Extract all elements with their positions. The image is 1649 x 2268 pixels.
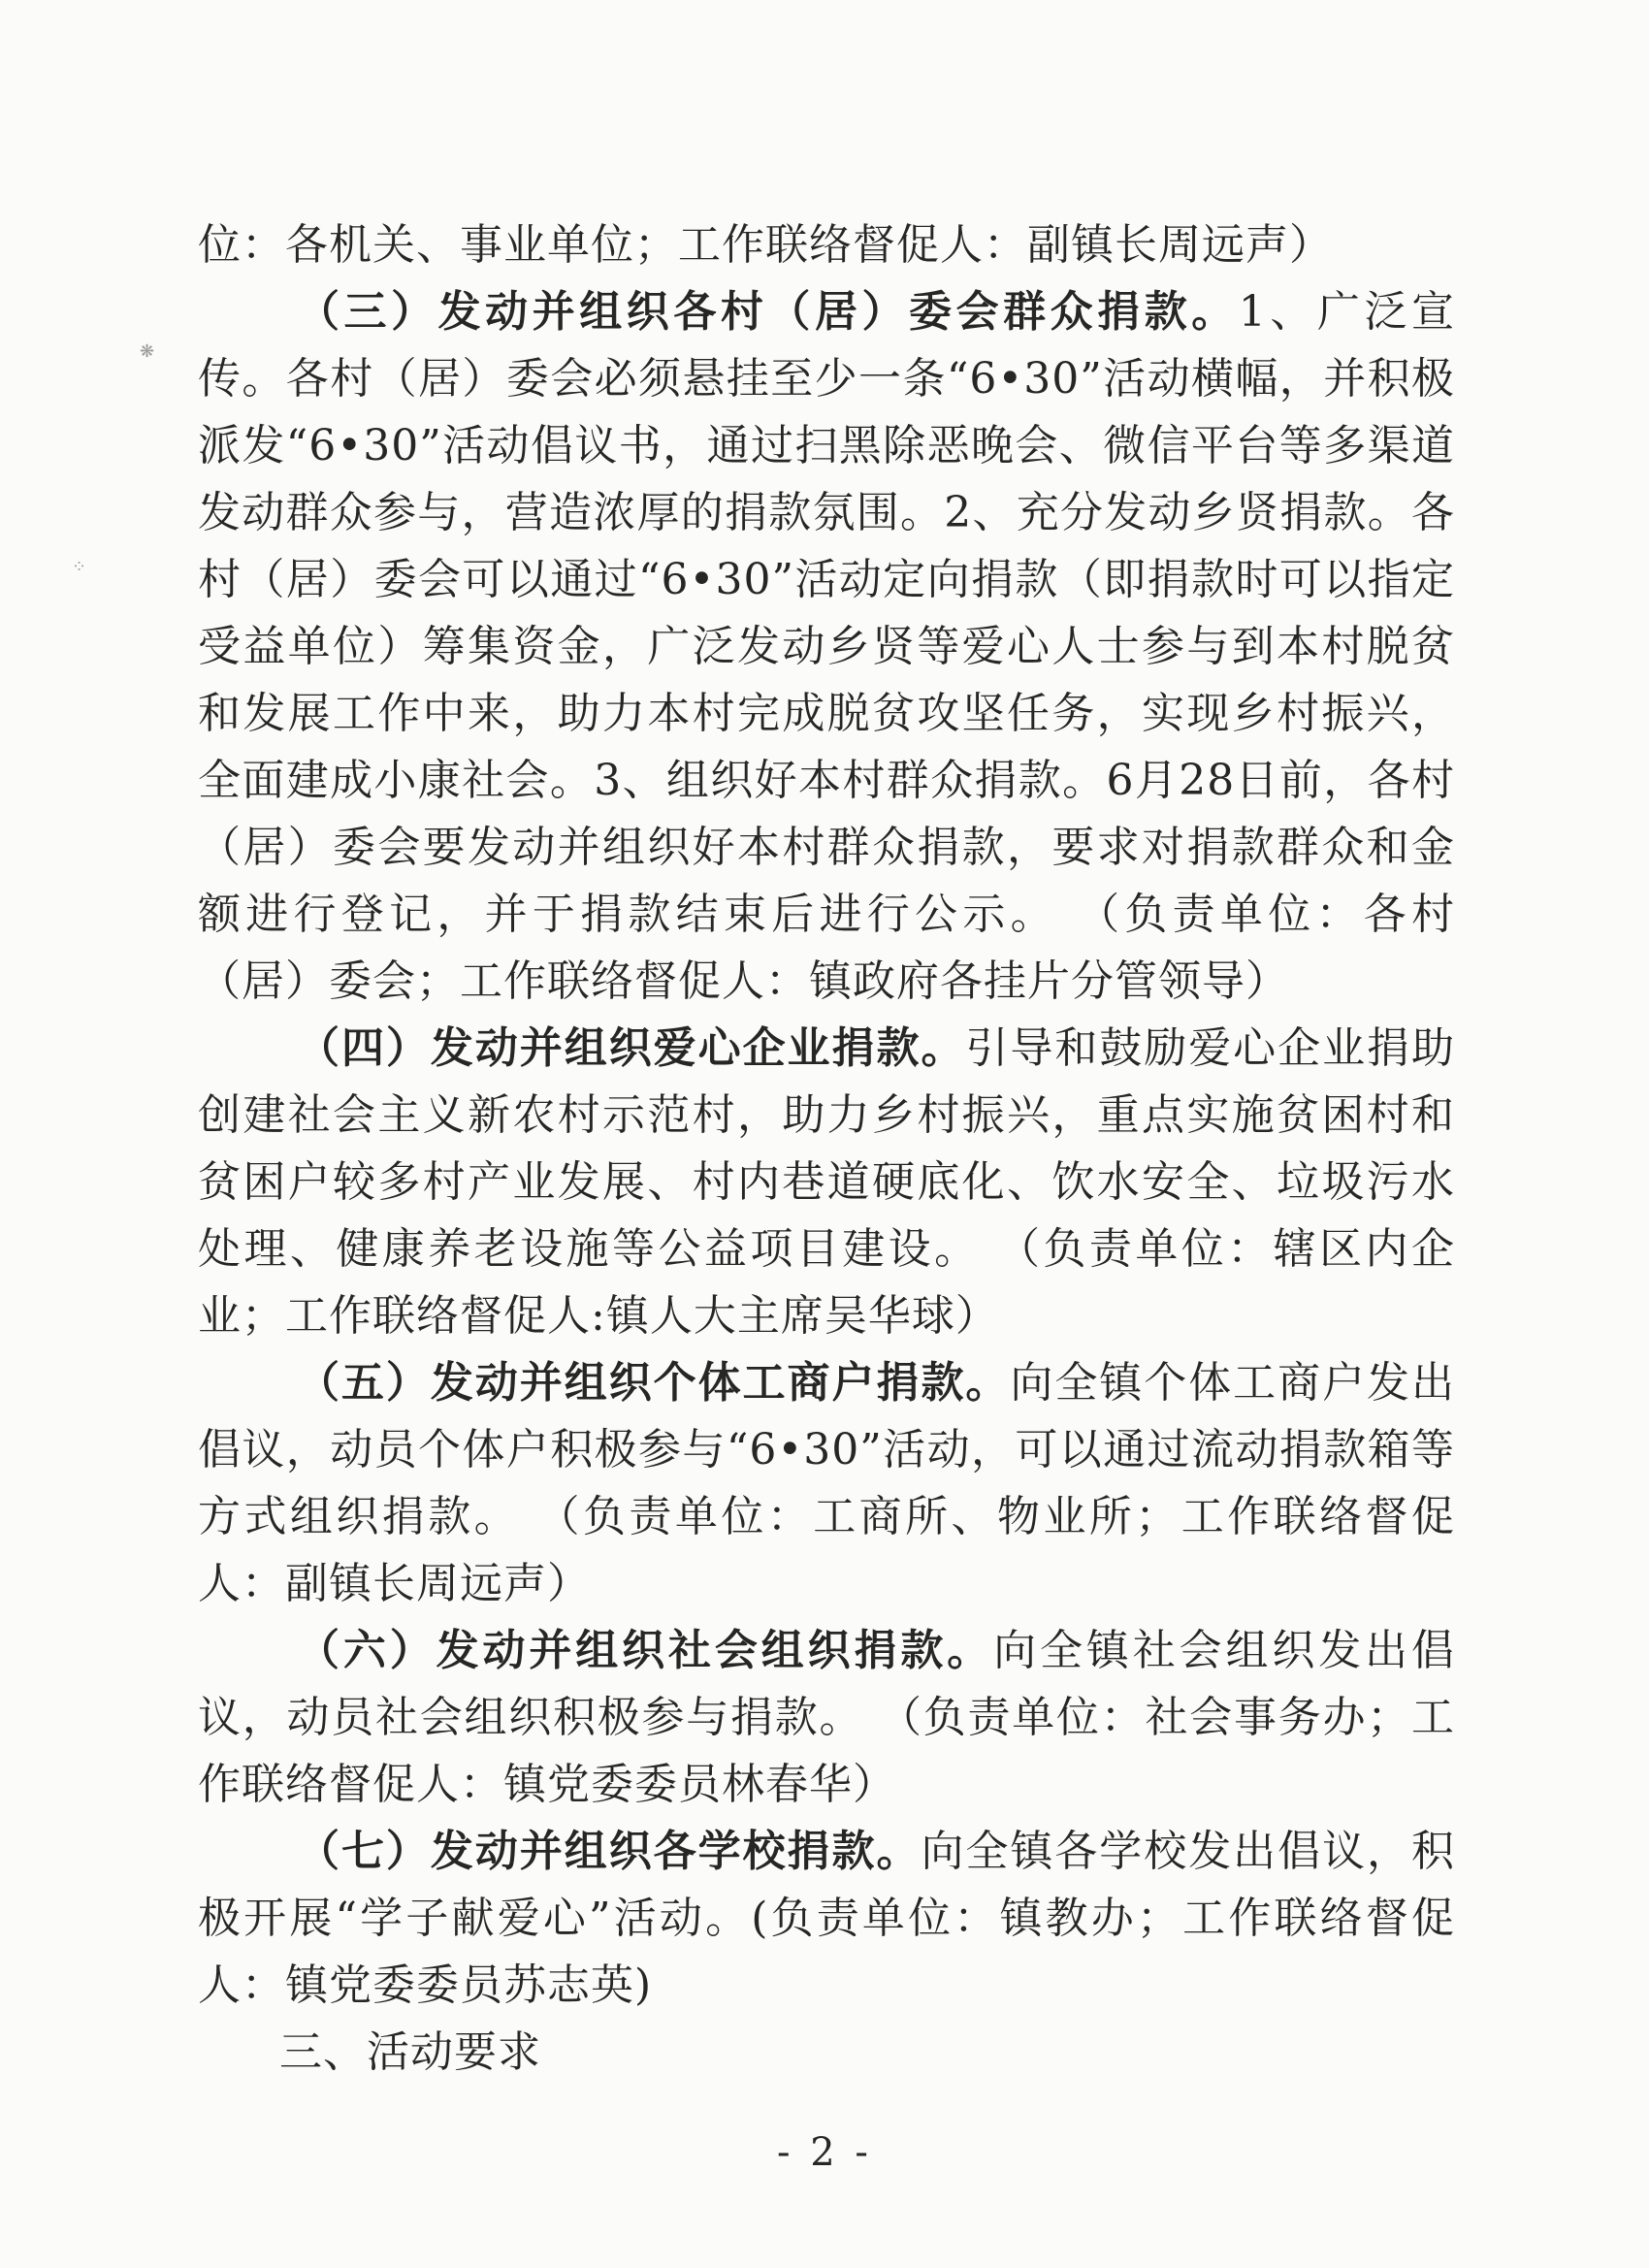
section-heading: 三、活动要求: [279, 2027, 541, 2077]
item-heading: （四）发动并组织爱心企业捐款。: [297, 1023, 966, 1073]
scan-speck: ⁘: [72, 557, 87, 577]
item-heading: （六）发动并组织社会组织捐款。: [297, 1626, 994, 1675]
paragraph-item-5: [198, 1349, 1455, 1617]
page-number: - 2 -: [777, 2130, 872, 2175]
paragraph-item-4: [198, 1015, 1455, 1349]
paragraph-text: 引导和鼓励爱心企业捐助创建社会主义新农村示范村，助力乡村振兴，重点实施贫困村和贫困户较多村产业发展、村内巷道硬底化、饮水安全、垃圾污水处理、健康养老设施等公益项目建设。 （负责单位：辖区内企业；工作联络督促人:镇人大主席吴华球）: [198, 1023, 1456, 1341]
paragraph-text: 向全镇个体工商户发出倡议，动员个体户积极参与“6•30”活动，可以通过流动捐款箱等方式组织捐款。 （负责单位：工商所、物业所；工作联络督促人：副镇长周远声）: [198, 1358, 1455, 1608]
scan-speck: ❋: [140, 341, 155, 362]
paragraph-text: 1、广泛宣传。各村（居）委会必须悬挂至少一条“6•30”活动横幅，并积极派发“6•30”活动倡议书，通过扫黑除恶晚会、微信平台等多渠道发动群众参与，营造浓厚的捐款氛围。2、充分发动乡贤捐款。各村（居）委会可以通过“6•30”活动定向捐款（即捐款时可以指定受益单位）筹集资金，广泛发动乡贤等爱心人士参与到本村脱贫和发展工作中来，助力本村完成脱贫攻坚任务，实现乡村振兴，全面建成小康社会。3、组织好本村群众捐款。6月28日前，各村（居）委会要发动并组织好本村群众捐款，要求对捐款群众和金额进行登记，并于捐款结束后进行公示。 （负责单位：各村（居）委会；工作联络督促人：镇政府各挂片分管领导）: [198, 287, 1456, 1006]
item-heading: （三）发动并组织各村（居）委会群众捐款。: [297, 287, 1239, 337]
paragraph-item-6: [198, 1617, 1455, 1818]
document-body: [198, 211, 1455, 2086]
paragraph-item-7: [198, 1818, 1455, 2019]
paragraph-item-3: [198, 278, 1455, 1015]
paragraph-continuation: [198, 211, 1455, 278]
item-heading: （五）发动并组织个体工商户捐款。: [297, 1358, 1011, 1408]
paragraph-text: 向全镇各学校发出倡议，积极开展“学子献爱心”活动。(负责单位：镇教办；工作联络督促人：镇党委委员苏志英): [198, 1827, 1456, 2010]
paragraph-text: 向全镇社会组织发出倡议，动员社会组织积极参与捐款。 （负责单位：社会事务办；工作联络督促人：镇党委委员林春华）: [198, 1626, 1455, 1809]
paragraph-text: 位：各机关、事业单位；工作联络督促人：副镇长周远声）: [198, 220, 1333, 270]
item-heading: （七）发动并组织各学校捐款。: [297, 1827, 922, 1876]
